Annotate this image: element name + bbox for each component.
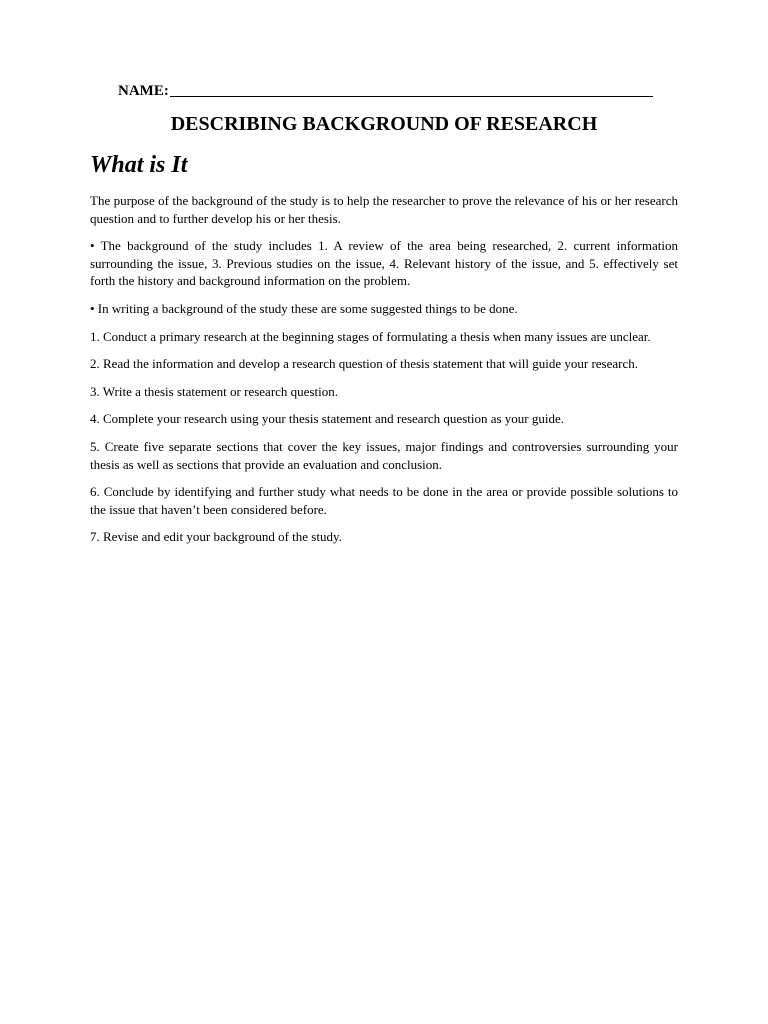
section-heading: What is It [90, 152, 188, 178]
list-item-step-6: 6. Conclude by identifying and further study what needs to be done in the area or provide possible solutions to the issue that haven’t been considered before. [90, 484, 678, 517]
name-blank-line [170, 81, 653, 97]
list-item-step-4: 4. Complete your research using your thesis statement and research question as your guide. [90, 411, 565, 427]
list-item-step-7: 7. Revise and edit your background of the study. [90, 529, 342, 545]
paragraph-suggested-steps: • In writing a background of the study these are some suggested things to be done. [90, 300, 518, 316]
list-item-step-2: 2. Read the information and develop a research question of thesis statement that will guide your research. [90, 356, 638, 372]
name-label: NAME: [118, 83, 169, 99]
document-title: DESCRIBING BACKGROUND OF RESEARCH [170, 113, 598, 135]
list-item-step-3: 3. Write a thesis statement or research question. [90, 383, 338, 399]
paragraph-purpose: The purpose of the background of the study is to help the researcher to prove the relevance of his or her research question and to further develop his or her thesis. [90, 193, 678, 226]
name-field [118, 78, 653, 100]
list-item-step-5: 5. Create five separate sections that cover the key issues, major findings and controversies surrounding your thesis as well as sections that provide an evaluation and conclusion. [90, 438, 678, 472]
list-item-step-1: 1. Conduct a primary research at the beginning stages of formulating a thesis when many issues are unclear. [90, 328, 651, 344]
paragraph-includes: • The background of the study includes 1. A review of the area being researched, 2. current information surrounding the issue, 3. Previous studies on the issue, 4. Relevant history of the issue, and 5. effectively set forth the history and background information on the problem. [90, 238, 678, 289]
body-text [90, 192, 678, 556]
